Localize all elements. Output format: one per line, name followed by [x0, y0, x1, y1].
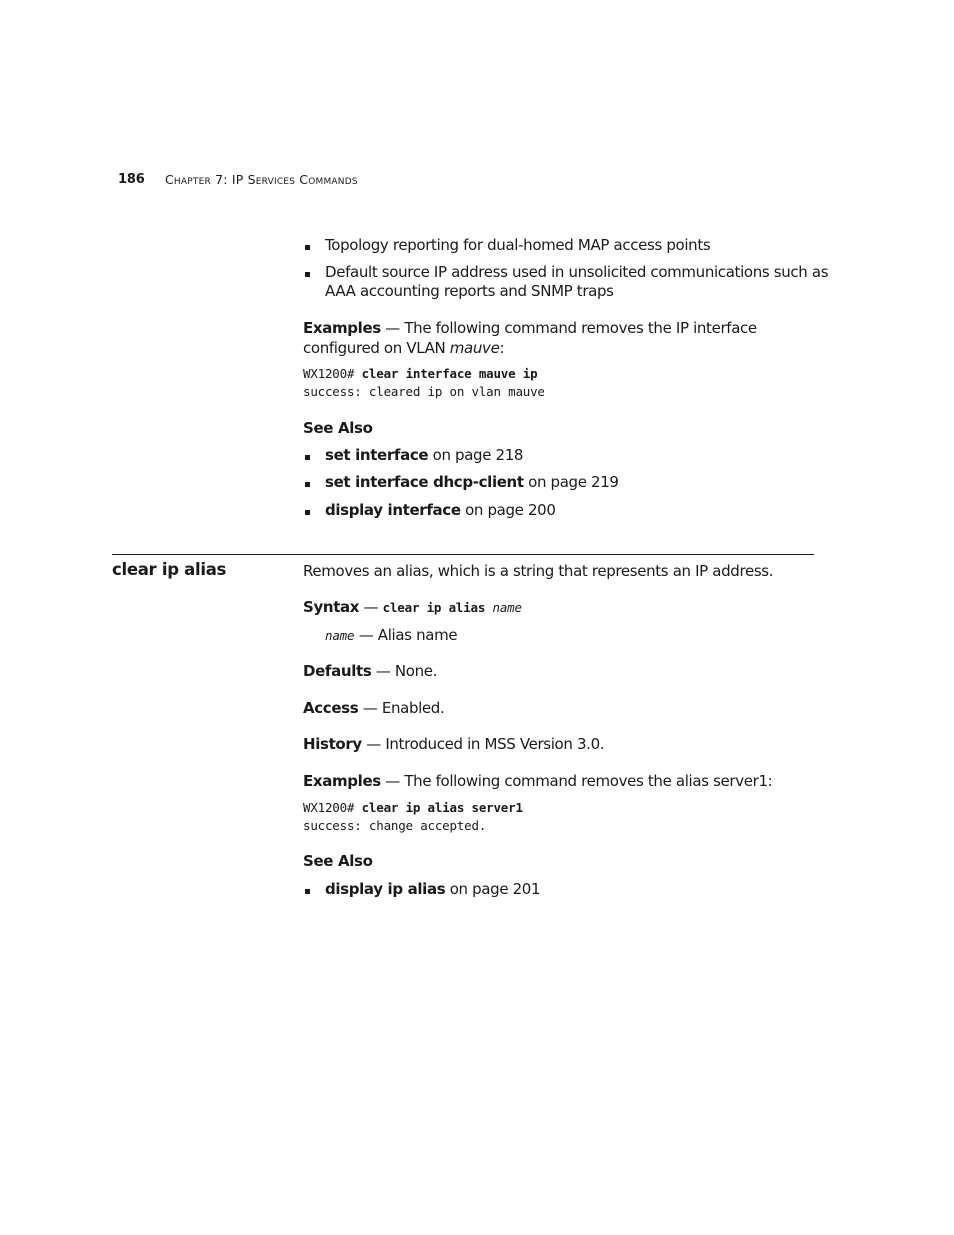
see-also-item — [325, 500, 556, 520]
see-also-page: on page 219 — [523, 473, 619, 491]
code-output: success: cleared ip on vlan mauve — [303, 384, 545, 399]
access-line — [303, 698, 444, 718]
see-also-item — [325, 879, 540, 899]
section-description: Removes an alias, which is a string that represents an IP address. — [303, 562, 774, 580]
bullet-icon — [305, 510, 310, 515]
chapter-title: Chapter 7: IP Services Commands — [165, 172, 358, 187]
see-also-link[interactable]: display interface — [325, 501, 461, 519]
bullet-icon — [305, 272, 310, 277]
code-command: clear interface mauve ip — [361, 366, 538, 381]
see-also-page: on page 200 — [460, 501, 556, 519]
syntax-label: Syntax — [303, 598, 360, 616]
history-label: History — [303, 735, 362, 753]
examples-text-2: configured on VLAN — [303, 339, 450, 357]
syntax-param: name — [492, 600, 522, 615]
defaults-text: — None. — [371, 662, 438, 680]
param-name: name — [325, 628, 355, 643]
bullet-icon — [305, 482, 310, 487]
colon: : — [499, 339, 505, 357]
see-also-link[interactable]: set interface — [325, 446, 429, 464]
syntax-dash: — — [359, 598, 383, 616]
examples-line — [303, 771, 772, 791]
examples-text: — The following command removes the IP interface — [380, 319, 757, 337]
defaults-label: Defaults — [303, 662, 372, 680]
see-also-link[interactable]: set interface dhcp-client — [325, 473, 524, 491]
history-line — [303, 734, 604, 754]
code-output: success: change accepted. — [303, 818, 487, 833]
bullet-icon — [305, 889, 310, 894]
examples-text: — The following command removes the alias server1: — [380, 772, 773, 790]
intro-bullet-2-line1: Default source IP address used in unsolicited communications such as — [325, 263, 829, 281]
bullet-icon — [305, 455, 310, 460]
history-text: — Introduced in MSS Version 3.0. — [361, 735, 605, 753]
section-divider — [112, 554, 814, 555]
examples-label: Examples — [303, 772, 381, 790]
syntax-line — [303, 597, 522, 618]
access-label: Access — [303, 699, 359, 717]
param-description — [325, 625, 457, 646]
param-text: — Alias name — [354, 626, 458, 644]
see-also-heading: See Also — [303, 419, 373, 437]
bullet-icon — [305, 245, 310, 250]
vlan-name: mauve — [449, 339, 500, 357]
examples-paragraph — [303, 318, 757, 338]
section-title: clear ip alias — [112, 560, 227, 579]
code-line — [303, 365, 537, 383]
access-text: — Enabled. — [358, 699, 445, 717]
code-prompt: WX1200# — [303, 800, 362, 815]
code-command: clear ip alias server1 — [361, 800, 523, 815]
see-also-page: on page 201 — [445, 880, 541, 898]
see-also-heading: See Also — [303, 852, 373, 870]
page-number: 186 — [118, 172, 145, 187]
see-also-link[interactable]: display ip alias — [325, 880, 446, 898]
see-also-page: on page 218 — [428, 446, 524, 464]
see-also-item — [325, 472, 619, 492]
intro-bullet-1: Topology reporting for dual-homed MAP access points — [325, 236, 711, 254]
examples-label: Examples — [303, 319, 381, 337]
defaults-line — [303, 661, 437, 681]
examples-paragraph-line2 — [303, 338, 504, 358]
see-also-item — [325, 445, 523, 465]
code-prompt: WX1200# — [303, 366, 362, 381]
intro-bullet-2-line2: AAA accounting reports and SNMP traps — [325, 282, 614, 300]
code-line — [303, 799, 523, 817]
syntax-command: clear ip alias — [382, 600, 493, 615]
